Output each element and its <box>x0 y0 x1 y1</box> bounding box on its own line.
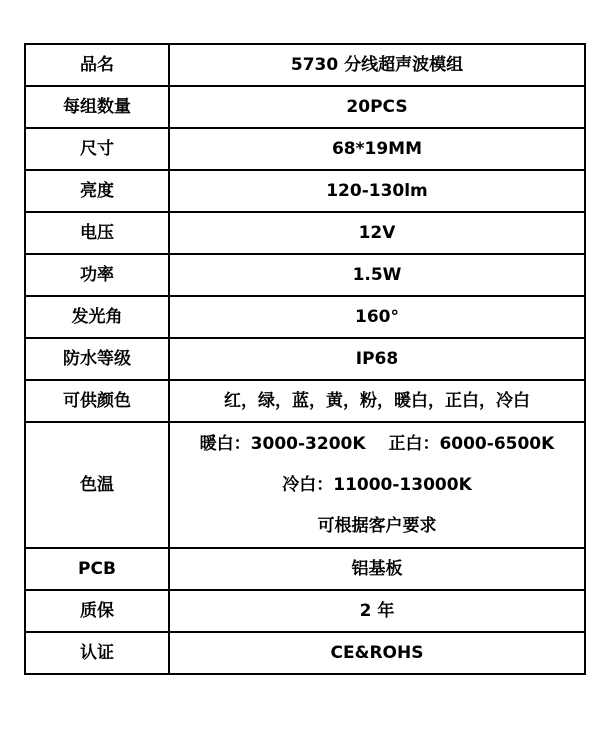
row-label: 尺寸 <box>25 128 169 170</box>
row-label: 功率 <box>25 254 169 296</box>
row-label: 亮度 <box>25 170 169 212</box>
row-label: 品名 <box>25 44 169 86</box>
row-value: 铝基板 <box>169 548 585 590</box>
row-value: 1.5W <box>169 254 585 296</box>
row-label: 认证 <box>25 632 169 674</box>
row-value: IP68 <box>169 338 585 380</box>
row-value-line: 可根据客户要求 <box>317 515 437 536</box>
row-value: 20PCS <box>169 86 585 128</box>
table-row <box>25 380 585 422</box>
table-row <box>25 44 585 86</box>
table-row <box>25 296 585 338</box>
table-row <box>25 86 585 128</box>
table-row <box>25 338 585 380</box>
row-value: 2 年 <box>169 590 585 632</box>
row-label: 质保 <box>25 590 169 632</box>
row-value-line: 冷白：11000-13000K <box>282 474 472 495</box>
table-row <box>25 632 585 674</box>
table-row <box>25 170 585 212</box>
table-row <box>25 590 585 632</box>
table-row <box>25 422 585 548</box>
row-label: 可供颜色 <box>25 380 169 422</box>
row-label: 防水等级 <box>25 338 169 380</box>
table-row <box>25 128 585 170</box>
row-label: 发光角 <box>25 296 169 338</box>
row-value: 红，绿，蓝，黄，粉，暖白，正白，冷白 <box>169 380 585 422</box>
table-row <box>25 212 585 254</box>
row-value: 68*19MM <box>169 128 585 170</box>
spec-table <box>24 43 586 675</box>
row-label: 电压 <box>25 212 169 254</box>
row-value: 160° <box>169 296 585 338</box>
row-label: 每组数量 <box>25 86 169 128</box>
row-value: 12V <box>169 212 585 254</box>
row-value-line: 暖白：3000-3200K 正白：6000-6500K <box>199 433 555 454</box>
row-label: 色温 <box>25 422 169 548</box>
table-row <box>25 548 585 590</box>
row-value-multiline <box>169 422 585 548</box>
row-value: 5730 分线超声波模组 <box>169 44 585 86</box>
row-value: 120-130lm <box>169 170 585 212</box>
row-label: PCB <box>25 548 169 590</box>
row-value: CE&ROHS <box>169 632 585 674</box>
table-row <box>25 254 585 296</box>
